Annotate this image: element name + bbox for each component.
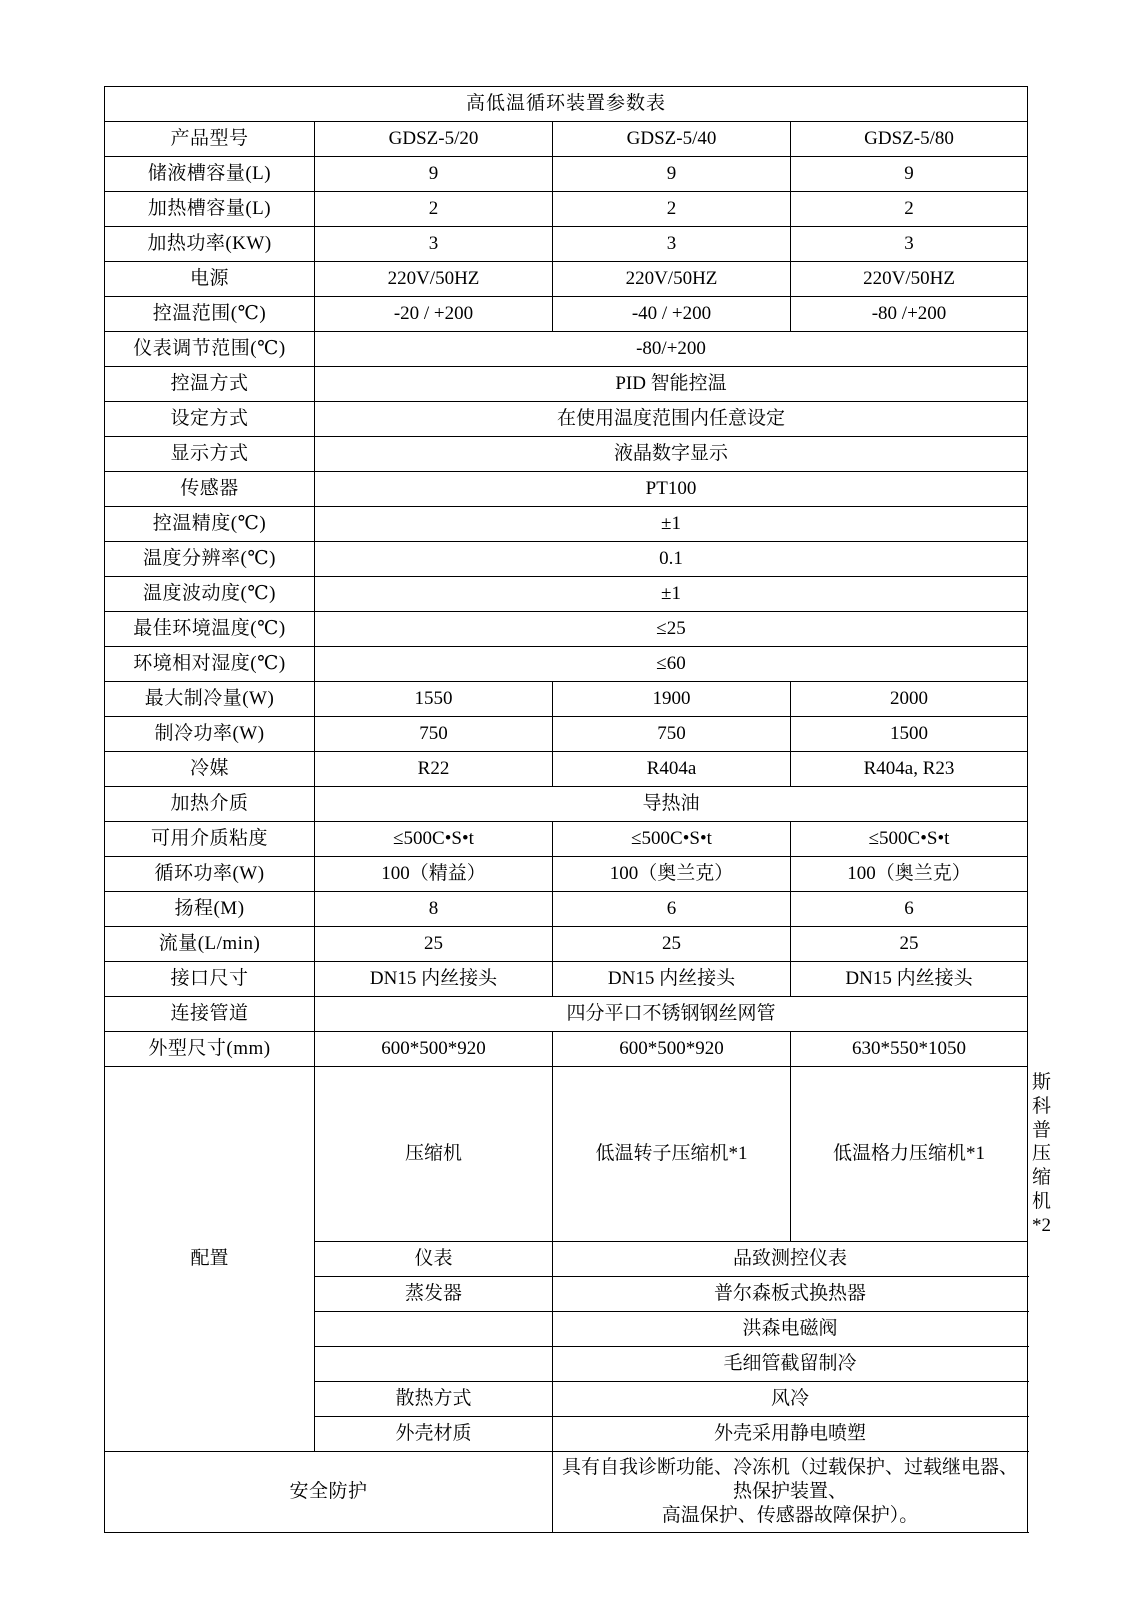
config-item-value: 低温格力压缩机*1 — [791, 1067, 1028, 1242]
table-row — [105, 542, 1028, 577]
row-value: 6 — [791, 892, 1028, 927]
row-value: R404a, R23 — [791, 752, 1028, 787]
table-row — [105, 472, 1028, 507]
row-value: 1900 — [553, 682, 791, 717]
row-label: 加热功率(KW) — [105, 227, 315, 262]
config-item-value: 毛细管截留制冷 — [553, 1347, 1028, 1382]
row-value: GDSZ-5/20 — [315, 122, 553, 157]
row-label: 控温方式 — [105, 367, 315, 402]
row-value: 在使用温度范围内任意设定 — [315, 402, 1028, 437]
row-value: ±1 — [315, 577, 1028, 612]
row-value: 9 — [315, 157, 553, 192]
row-value: 600*500*920 — [315, 1032, 553, 1067]
table-row — [105, 857, 1028, 892]
row-value: 630*550*1050 — [791, 1032, 1028, 1067]
spec-table-body — [105, 87, 1052, 1533]
table-row — [105, 192, 1028, 227]
table-row — [105, 1032, 1028, 1067]
row-value: 220V/50HZ — [791, 262, 1028, 297]
config-item-value: 品致测控仪表 — [553, 1242, 1028, 1277]
row-value: 750 — [315, 717, 553, 752]
row-label: 加热介质 — [105, 787, 315, 822]
row-value: R22 — [315, 752, 553, 787]
row-value: 25 — [791, 927, 1028, 962]
table-row — [105, 157, 1028, 192]
row-value: DN15 内丝接头 — [553, 962, 791, 997]
table-row — [105, 647, 1028, 682]
safety-row — [105, 1452, 1028, 1532]
row-value: 6 — [553, 892, 791, 927]
table-row — [105, 402, 1028, 437]
row-value: 9 — [791, 157, 1028, 192]
table-row — [105, 787, 1028, 822]
row-value: -40 / +200 — [553, 297, 791, 332]
table-row — [105, 227, 1028, 262]
table-row — [105, 752, 1028, 787]
row-value: 220V/50HZ — [315, 262, 553, 297]
config-item-value: 低温转子压缩机*1 — [553, 1067, 791, 1242]
row-value: 600*500*920 — [553, 1032, 791, 1067]
row-label: 显示方式 — [105, 437, 315, 472]
row-value: 2 — [553, 192, 791, 227]
table-row — [105, 122, 1028, 157]
row-label: 接口尺寸 — [105, 962, 315, 997]
row-value: 2 — [315, 192, 553, 227]
row-label: 外型尺寸(mm) — [105, 1032, 315, 1067]
config-item-label — [315, 1347, 553, 1382]
row-value: 25 — [315, 927, 553, 962]
row-label: 可用介质粘度 — [105, 822, 315, 857]
row-value: GDSZ-5/80 — [791, 122, 1028, 157]
row-value: 3 — [791, 227, 1028, 262]
row-value: 3 — [315, 227, 553, 262]
row-value: -80/+200 — [315, 332, 1028, 367]
row-label: 设定方式 — [105, 402, 315, 437]
row-label: 制冷功率(W) — [105, 717, 315, 752]
row-label: 电源 — [105, 262, 315, 297]
row-value: GDSZ-5/40 — [553, 122, 791, 157]
row-value: ≤60 — [315, 647, 1028, 682]
row-value: 导热油 — [315, 787, 1028, 822]
row-label: 最大制冷量(W) — [105, 682, 315, 717]
table-row — [105, 892, 1028, 927]
row-label: 冷媒 — [105, 752, 315, 787]
row-label: 连接管道 — [105, 997, 315, 1032]
row-label: 控温精度(℃) — [105, 507, 315, 542]
row-label: 循环功率(W) — [105, 857, 315, 892]
row-value: 2000 — [791, 682, 1028, 717]
table-row — [105, 297, 1028, 332]
row-label: 加热槽容量(L) — [105, 192, 315, 227]
table-row — [105, 367, 1028, 402]
row-value: 3 — [553, 227, 791, 262]
safety-line-1: 具有自我诊断功能、冷冻机（过载保护、过载继电器、热保护装置、 — [562, 1457, 1019, 1502]
row-label: 扬程(M) — [105, 892, 315, 927]
row-value: ≤500C•S•t — [791, 822, 1028, 857]
row-value: 1550 — [315, 682, 553, 717]
config-item-value: 普尔森板式换热器 — [553, 1277, 1028, 1312]
row-value: ≤500C•S•t — [553, 822, 791, 857]
row-value: 100（奥兰克） — [553, 857, 791, 892]
table-row — [105, 262, 1028, 297]
row-label: 传感器 — [105, 472, 315, 507]
config-section-label: 配置 — [105, 1067, 315, 1452]
row-value: DN15 内丝接头 — [791, 962, 1028, 997]
row-value: 8 — [315, 892, 553, 927]
row-value: 25 — [553, 927, 791, 962]
config-item-label: 外壳材质 — [315, 1417, 553, 1452]
safety-line-2: 高温保护、传感器故障保护）。 — [661, 1504, 919, 1526]
table-row — [105, 682, 1028, 717]
config-item-value: 外壳采用静电喷塑 — [553, 1417, 1028, 1452]
row-value: -80 /+200 — [791, 297, 1028, 332]
row-value: R404a — [553, 752, 791, 787]
row-value: 750 — [553, 717, 791, 752]
table-row — [105, 717, 1028, 752]
row-value: 四分平口不锈钢钢丝网管 — [315, 997, 1028, 1032]
row-value: ±1 — [315, 507, 1028, 542]
config-item-value: 洪森电磁阀 — [553, 1312, 1028, 1347]
row-value: 100（奥兰克） — [791, 857, 1028, 892]
config-item-label — [315, 1312, 553, 1347]
row-value: PT100 — [315, 472, 1028, 507]
config-row-compressor: 配置 压缩机 低温转子压缩机*1 低温格力压缩机*1 斯科普压缩机*2 — [105, 1067, 1028, 1242]
row-label: 产品型号 — [105, 122, 315, 157]
row-label: 温度波动度(℃) — [105, 577, 315, 612]
table-row — [105, 612, 1028, 647]
table-row — [105, 997, 1028, 1032]
row-label: 控温范围(℃) — [105, 297, 315, 332]
row-value: 220V/50HZ — [553, 262, 791, 297]
row-value: 9 — [553, 157, 791, 192]
row-value: 0.1 — [315, 542, 1028, 577]
row-label: 环境相对湿度(℃) — [105, 647, 315, 682]
row-value: ≤500C•S•t — [315, 822, 553, 857]
row-value: -20 / +200 — [315, 297, 553, 332]
row-label: 流量(L/min) — [105, 927, 315, 962]
page-title: 高低温循环装置参数表 — [105, 87, 1028, 122]
safety-value — [553, 1452, 1028, 1532]
config-item-label: 仪表 — [315, 1242, 553, 1277]
row-label: 最佳环境温度(℃) — [105, 612, 315, 647]
config-item-value: 风冷 — [553, 1382, 1028, 1417]
row-value: ≤25 — [315, 612, 1028, 647]
config-item-label: 散热方式 — [315, 1382, 553, 1417]
table-row — [105, 577, 1028, 612]
config-item-label: 蒸发器 — [315, 1277, 553, 1312]
table-row — [105, 927, 1028, 962]
row-value: 100（精益） — [315, 857, 553, 892]
row-label: 仪表调节范围(℃) — [105, 332, 315, 367]
table-row — [105, 962, 1028, 997]
spec-table — [104, 86, 1052, 1533]
table-title-row — [105, 87, 1028, 122]
safety-label: 安全防护 — [105, 1452, 553, 1532]
row-label: 储液槽容量(L) — [105, 157, 315, 192]
table-row — [105, 437, 1028, 472]
row-value: 1500 — [791, 717, 1028, 752]
row-value: 2 — [791, 192, 1028, 227]
row-label: 温度分辨率(℃) — [105, 542, 315, 577]
table-row — [105, 822, 1028, 857]
config-item-label: 压缩机 — [315, 1067, 553, 1242]
table-row — [105, 332, 1028, 367]
table-row — [105, 507, 1028, 542]
row-value: DN15 内丝接头 — [315, 962, 553, 997]
row-value: 液晶数字显示 — [315, 437, 1028, 472]
row-value: PID 智能控温 — [315, 367, 1028, 402]
